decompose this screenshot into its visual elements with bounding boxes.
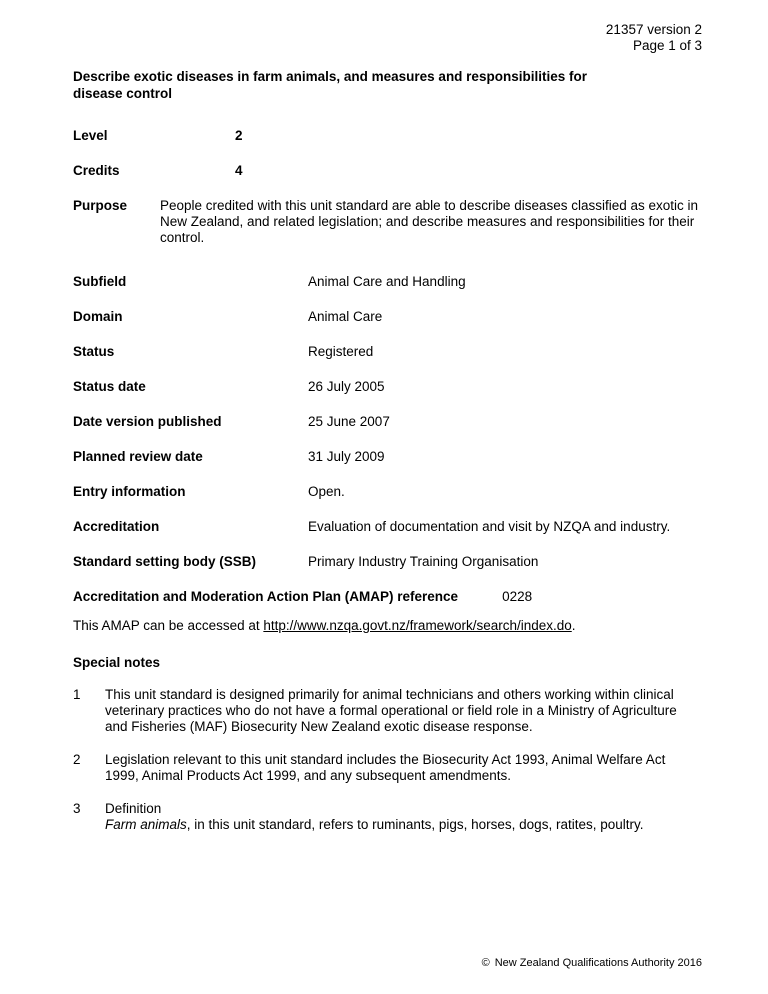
note-number: 1 [73,687,81,702]
amap-access-line [73,618,702,634]
version-text: 21357 version 2 [605,22,702,37]
note-text: This unit standard is designed primarily for animal technicians and others working within clinical veterinary practices who do not have a formal operational or field role in a Ministry of Agriculture and Fisheries (MAF) Biosecurity New Zealand exotic disease response. [105,687,677,734]
subfield-label: Subfield [73,274,127,289]
status-label: Status [73,344,115,359]
special-note-1 [73,687,702,735]
ssb-value: Primary Industry Training Organisation [308,554,539,569]
credits-row [73,163,702,179]
copyright-text: New Zealand Qualifications Authority 2016 [494,957,702,969]
date-version-published-label: Date version published [73,414,222,429]
status-value: Registered [308,344,374,359]
entry-information-value: Open. [308,484,345,499]
note-definition-line: Definition [105,801,162,816]
accreditation-value: Evaluation of documentation and visit by NZQA and industry. [308,519,671,534]
subfield-value: Animal Care and Handling [308,274,466,289]
special-note-2 [73,752,702,784]
special-notes-heading: Special notes [73,655,161,670]
document-title: Describe exotic diseases in farm animals, and measures and responsibilities for disease control [73,69,587,101]
domain-label: Domain [73,309,123,324]
amap-reference-label: Accreditation and Moderation Action Plan (AMAP) reference [73,589,459,604]
detail-row-entry-information [73,484,702,500]
date-version-published-value: 25 June 2007 [308,414,390,429]
note-number: 2 [73,752,81,767]
detail-row-date-version-published [73,414,702,430]
purpose-row [73,198,702,246]
detail-row-domain [73,309,702,325]
accreditation-label: Accreditation [73,519,160,534]
copyright-symbol: © [481,957,490,969]
detail-row-status-date [73,379,702,395]
note-number: 3 [73,801,81,816]
detail-row-ssb [73,554,702,570]
page-number-text: Page 1 of 3 [632,38,702,53]
planned-review-date-label: Planned review date [73,449,203,464]
status-date-value: 26 July 2005 [308,379,385,394]
credits-label: Credits [73,163,120,178]
detail-row-planned-review-date [73,449,702,465]
level-row [73,128,702,144]
amap-access-prefix: This AMAP can be accessed at [73,618,264,633]
amap-access-suffix: . [571,618,576,633]
amap-reference-row [73,589,702,605]
amap-reference-value: 0228 [502,589,533,604]
entry-information-label: Entry information [73,484,186,499]
note-text: Legislation relevant to this unit standard includes the Biosecurity Act 1993, Animal Welfare Act 1999, Animal Products Act 1999, and any subsequent amendments. [105,752,666,783]
detail-row-subfield [73,274,702,290]
purpose-label: Purpose [73,198,128,213]
credits-value: 4 [235,163,243,178]
ssb-label: Standard setting body (SSB) [73,554,257,569]
copyright-footer [482,957,702,970]
planned-review-date-value: 31 July 2009 [308,449,385,464]
detail-row-accreditation [73,519,702,535]
amap-link[interactable]: http://www.nzqa.govt.nz/framework/search/index.do [263,618,572,633]
level-value: 2 [235,128,243,143]
note-definition-rest: , in this unit standard, refers to ruminants, pigs, horses, dogs, ratites, poultry. [186,817,644,832]
domain-value: Animal Care [308,309,383,324]
special-note-3 [73,801,702,833]
purpose-value: People credited with this unit standard are able to describe diseases classified as exotic in New Zealand, and related legislation; and describe measures and responsibilities for their control. [160,198,699,245]
note-text [105,801,702,833]
farm-animals-italic: Farm animals [105,817,187,832]
detail-row-status [73,344,702,360]
doc-header [73,22,702,54]
note-definition-body [105,817,702,833]
status-date-label: Status date [73,379,146,394]
level-label: Level [73,128,108,143]
